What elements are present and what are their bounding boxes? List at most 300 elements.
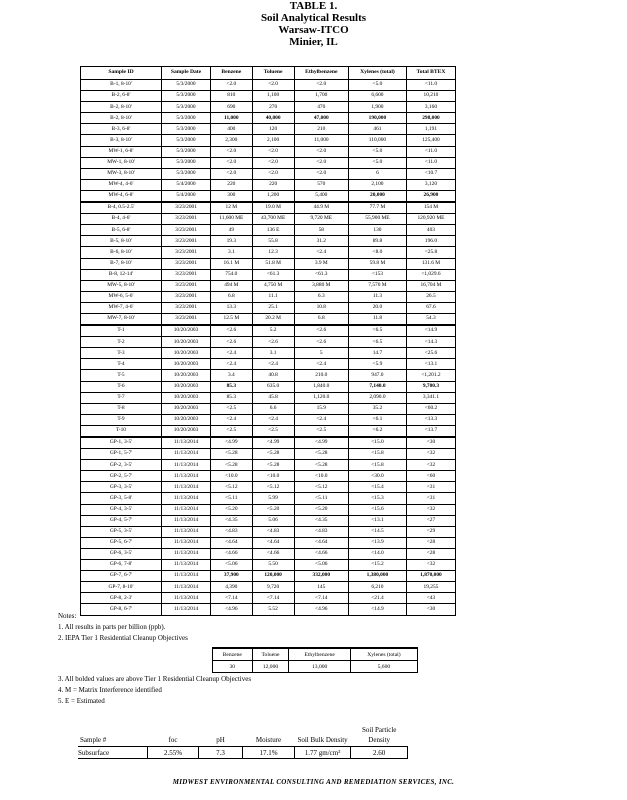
column-header: Benzene [211,67,253,80]
sample-date-cell: 10/20/2003 [162,403,211,414]
result-cell: 14.7 [348,348,406,359]
result-cell: <60.2 [406,403,455,414]
result-cell: 16.1 M [211,258,253,269]
result-cell: 947.0 [348,370,406,381]
table-row [81,247,456,258]
sample-id-cell: B-6, 8-10' [81,247,162,258]
result-cell: <21.4 [348,593,406,604]
table-row [81,403,456,414]
soil-value-row [78,747,408,759]
result-cell: <43 [406,593,455,604]
table-row [81,302,456,313]
table-row [81,280,456,291]
result-cell: 35.2 [348,403,406,414]
result-cell: 6,210 [348,582,406,593]
table-row [81,471,456,482]
result-cell: <2.0 [294,168,348,179]
sample-date-cell: 3/23/2001 [162,313,211,325]
result-cell: <5.0 [348,146,406,157]
result-cell: <25.8 [406,247,455,258]
result-cell: <13.9 [348,537,406,548]
result-cell: <4.83 [252,526,294,537]
result-cell: 49 [211,225,253,236]
result-cell: 220 [211,179,253,190]
sample-date-cell: 11/13/2014 [162,537,211,548]
result-cell: 145 [294,582,348,593]
result-cell: <5.12 [252,482,294,493]
table-row [81,449,456,460]
result-cell: 754.0 [211,269,253,280]
table-row [81,190,456,202]
tier1-header: Benzene [213,648,253,661]
result-cell: 298,000 [406,113,455,124]
result-cell: 20,000 [348,190,406,202]
result-cell: <11.0 [406,146,455,157]
result-cell: <5.28 [211,460,253,471]
sample-date-cell: 3/23/2001 [162,225,211,236]
sample-date-cell: 3/23/2001 [162,302,211,313]
sample-id-cell: T-1 [81,325,162,337]
table-row [81,80,456,91]
sample-date-cell: 11/13/2014 [162,482,211,493]
sample-date-cell: 10/20/2003 [162,381,211,392]
sample-date-cell: 11/13/2014 [162,548,211,559]
result-cell: 2,300 [211,135,253,146]
result-cell: 9,720 ME [294,214,348,225]
table-row [81,102,456,113]
soil-value: Subsurface [78,747,148,759]
sample-date-cell: 10/20/2003 [162,348,211,359]
table-row [81,124,456,135]
company-footer: MIDWEST ENVIRONMENTAL CONSULTING AND REMEDIATION SERVICES, INC. [172,778,455,786]
result-cell: 55.8 [252,236,294,247]
table-title-block [0,0,627,48]
result-cell: <15.8 [348,449,406,460]
result-cell: <4.99 [211,437,253,449]
table-header-row [81,67,456,80]
result-cell: 136 E [252,225,294,236]
note-4: 4. M = Matrix Interference identified [58,686,162,694]
result-cell: 1,900 [348,102,406,113]
result-cell: 40.8 [252,370,294,381]
result-cell: 40,000 [252,113,294,124]
sample-id-cell: T-7 [81,392,162,403]
result-cell: <60 [406,471,455,482]
sample-date-cell: 11/13/2014 [162,593,211,604]
result-cell: 7,140.0 [348,381,406,392]
sample-id-cell: B-2, 8-10' [81,102,162,113]
table-row [81,168,456,179]
result-cell: 6.8 [294,313,348,325]
sample-id-cell: GP-1, 5-7' [81,449,162,460]
table-row [81,571,456,582]
sample-id-cell: B-2, 6-8' [81,91,162,102]
result-cell: <2.4 [211,359,253,370]
table-label: TABLE 1. [289,0,338,12]
column-header: Sample Date [162,67,211,80]
result-cell: <4.99 [252,437,294,449]
table-row [81,337,456,348]
result-cell: 11,600 ME [211,214,253,225]
column-header: Sample ID [81,67,162,80]
result-cell: <2.0 [252,168,294,179]
column-header: Ethylbenzene [294,67,348,80]
result-cell: <15.3 [348,493,406,504]
result-cell: <5.20 [294,504,348,515]
result-cell: <14.5 [348,526,406,537]
result-cell: 635.0 [252,381,294,392]
sample-id-cell: GP-3, 3-5' [81,482,162,493]
result-cell: 59.8 M [348,258,406,269]
sample-id-cell: GP-6, 7-8' [81,560,162,571]
notes-block [58,611,188,644]
sample-id-cell: GP-6, 3-5' [81,548,162,559]
result-cell: 125,400 [406,135,455,146]
result-cell: 2,100 [252,135,294,146]
result-cell: <6.5 [348,325,406,337]
table-row [81,493,456,504]
soil-value: 1.77 gm/cm³ [294,747,351,759]
result-cell: <61.3 [294,269,348,280]
result-cell: 54.3 [406,313,455,325]
soil-header: Moisture [243,725,295,747]
result-cell: 12.5 M [211,313,253,325]
result-cell: <4.64 [211,537,253,548]
sample-date-cell: 10/20/2003 [162,414,211,425]
result-cell: <32 [406,460,455,471]
table-row [81,482,456,493]
result-cell: 3,880 M [294,280,348,291]
result-cell: <15.4 [348,482,406,493]
result-cell: 190,000 [348,113,406,124]
sample-id-cell: GP-7, 6-7' [81,571,162,582]
sample-date-cell: 5/3/2000 [162,91,211,102]
sample-id-cell: B-4, 4-6' [81,214,162,225]
sample-id-cell: T-5 [81,370,162,381]
result-cell: <30.0 [348,471,406,482]
table-row [81,526,456,537]
note-1: 1. All results in parts per billion (ppb). [58,623,166,631]
result-cell: <10.0 [294,471,348,482]
result-cell: 6.8 [211,291,253,302]
sample-id-cell: MW-1, 8-10' [81,157,162,168]
result-cell: 5 [294,348,348,359]
result-cell: <5.28 [211,449,253,460]
table-row [81,414,456,425]
result-cell: <28 [406,537,455,548]
sample-date-cell: 11/13/2014 [162,582,211,593]
result-cell: <2.4 [252,414,294,425]
result-cell: 332,000 [294,571,348,582]
tier1-value: 5,600 [350,661,417,673]
soil-properties-table [78,725,408,759]
soil-header-row [78,725,408,747]
table-row [81,113,456,124]
column-header: Toluene [252,67,294,80]
result-cell: 3,341.1 [406,392,455,403]
result-cell: 210.0 [294,370,348,381]
sample-date-cell: 10/20/2003 [162,359,211,370]
sample-date-cell: 11/13/2014 [162,515,211,526]
tier1-value-row [213,661,418,673]
notes-block-continued [58,674,251,707]
sample-id-cell: MW-5, 8-10' [81,280,162,291]
result-cell: <15.8 [348,460,406,471]
result-cell: 4,750 M [252,280,294,291]
site-name: Warsaw-ITCO [278,24,349,36]
result-cell: <2.0 [294,80,348,91]
tier1-header-row [213,648,418,661]
result-cell: 130 [348,225,406,236]
result-cell: <1,029.6 [406,269,455,280]
sample-date-cell: 11/13/2014 [162,449,211,460]
result-cell: 25.1 [252,302,294,313]
table-row [81,291,456,302]
table-row [81,359,456,370]
result-cell: 11.8 [348,313,406,325]
soil-value: 17.1% [243,747,295,759]
result-cell: 131.6 M [406,258,455,269]
sample-id-cell: MW-4, 6-8' [81,190,162,202]
sample-date-cell: 11/13/2014 [162,560,211,571]
table-row [81,437,456,449]
result-cell: <30 [406,437,455,449]
result-cell: <7.14 [294,593,348,604]
result-cell: <2.4 [211,348,253,359]
tier1-value: 13,000 [289,661,350,673]
soil-value: 2.60 [351,747,408,759]
result-cell: 1,380,000 [348,571,406,582]
sample-id-cell: T-8 [81,403,162,414]
result-cell: <8.0 [348,247,406,258]
result-cell: 85.3 [211,392,253,403]
tier1-value: 30 [213,661,253,673]
result-cell: <32 [406,560,455,571]
sample-date-cell: 3/23/2001 [162,291,211,302]
result-cell: <15.6 [348,504,406,515]
result-cell: <5.9 [348,359,406,370]
result-cell: <14.0 [348,548,406,559]
result-cell: <2.0 [252,80,294,91]
table-row [81,370,456,381]
sample-id-cell: B-1, 8-10' [81,80,162,91]
result-cell: 3,160 [406,102,455,113]
result-cell: 220 [252,179,294,190]
sample-id-cell: MW-7, 8-10' [81,313,162,325]
result-cell: <2.5 [211,403,253,414]
result-cell: <2.0 [211,168,253,179]
result-cell: <4.35 [211,515,253,526]
sample-id-cell: GP-5, 6-7' [81,537,162,548]
result-cell: 13.3 [211,302,253,313]
result-cell: <7.14 [252,593,294,604]
result-cell: <2.6 [294,337,348,348]
result-cell: 570 [294,179,348,190]
sample-date-cell: 3/23/2001 [162,214,211,225]
result-cell: <28 [406,548,455,559]
result-cell: 10,210 [406,91,455,102]
sample-id-cell: MW-7, 4-6' [81,302,162,313]
result-cell: 470 [294,102,348,113]
table-row [81,548,456,559]
result-cell: <10.0 [252,471,294,482]
result-cell: 16,704 M [406,280,455,291]
sample-date-cell: 5/3/2000 [162,146,211,157]
table-row [81,560,456,571]
result-cell: 4,390 [211,582,253,593]
sample-date-cell: 11/13/2014 [162,437,211,449]
result-cell: 3,120 [406,179,455,190]
result-cell: <31 [406,493,455,504]
result-cell: <14.3 [406,337,455,348]
result-cell: 1,191 [406,124,455,135]
sample-id-cell: GP-1, 3-5' [81,437,162,449]
result-cell: 37,900 [211,571,253,582]
table-row [81,582,456,593]
result-cell: 11,000 [211,113,253,124]
sample-id-cell: GP-5, 3-5' [81,526,162,537]
result-cell: 1,200 [252,190,294,202]
result-cell: <2.0 [294,157,348,168]
result-cell: <1,201.2 [406,370,455,381]
soil-header: pH [198,725,242,747]
result-cell: 19.0 M [252,202,294,214]
note-2: 2. IEPA Tier 1 Residential Cleanup Objectives [58,634,188,642]
result-cell: 9,700.3 [406,381,455,392]
sample-id-cell: GP-3, 5-8' [81,493,162,504]
sample-date-cell: 10/20/2003 [162,337,211,348]
result-cell: 19.3 [211,236,253,247]
sample-date-cell: 10/20/2003 [162,370,211,381]
result-cell: <27 [406,515,455,526]
result-cell: 11.3 [348,291,406,302]
result-cell: 400 [211,124,253,135]
result-cell: <5.06 [294,560,348,571]
soil-value: 7.3 [198,747,242,759]
result-cell: <14.9 [406,325,455,337]
sample-id-cell: T-3 [81,348,162,359]
result-cell: <4.66 [252,548,294,559]
result-cell: 196.0 [406,236,455,247]
tier1-objectives-table [212,647,418,673]
result-cell: 26,900 [406,190,455,202]
sample-id-cell: B-3, 6-8' [81,124,162,135]
result-cell: <6.5 [348,337,406,348]
result-cell: <4.83 [211,526,253,537]
result-cell: <13.1 [406,359,455,370]
result-cell: <13.1 [348,515,406,526]
table-row [81,214,456,225]
sample-id-cell: GP-8, 2-3' [81,593,162,604]
sample-id-cell: T-2 [81,337,162,348]
result-cell: <4.66 [294,548,348,559]
result-cell: 120,920 ME [406,214,455,225]
result-cell: 85.3 [211,381,253,392]
result-cell: 47,000 [294,113,348,124]
sample-date-cell: 10/20/2003 [162,325,211,337]
sample-id-cell: B-5, 8-10' [81,236,162,247]
result-cell: 51.8 M [252,258,294,269]
result-cell: <11.0 [406,80,455,91]
sample-id-cell: B-5, 6-8' [81,225,162,236]
sample-id-cell: B-7, 8-10' [81,258,162,269]
sample-id-cell: GP-2, 5-7' [81,471,162,482]
result-cell: 120,000 [252,571,294,582]
result-cell: <2.0 [294,146,348,157]
sample-date-cell: 5/3/2000 [162,168,211,179]
result-cell: 154 M [406,202,455,214]
result-cell: <4.64 [294,537,348,548]
sample-date-cell: 11/13/2014 [162,471,211,482]
result-cell: <29 [406,526,455,537]
sample-date-cell: 3/23/2001 [162,280,211,291]
result-cell: <2.4 [294,414,348,425]
result-cell: 120 [252,124,294,135]
table-row [81,236,456,247]
sample-id-cell: B-3, 8-10' [81,135,162,146]
sample-date-cell: 3/23/2001 [162,258,211,269]
notes-heading: Notes: [58,612,77,620]
result-cell: <5.11 [294,493,348,504]
soil-analytical-results-table [80,66,456,616]
result-cell: 6,600 [348,91,406,102]
result-cell: 210 [294,124,348,135]
result-cell: 12 M [211,202,253,214]
result-cell: 810 [211,91,253,102]
result-cell: <31 [406,482,455,493]
result-cell: 89.8 [348,236,406,247]
result-cell: 10.8 [294,302,348,313]
result-cell: <2.5 [211,425,253,437]
result-cell: 461 [348,124,406,135]
soil-header: Soil Bulk Density [294,725,351,747]
site-location: Minier, IL [289,36,338,48]
table-row [81,392,456,403]
result-cell: 6 [348,168,406,179]
sample-date-cell: 5/3/2000 [162,80,211,91]
result-cell: <7.14 [211,593,253,604]
result-cell: <5.12 [211,482,253,493]
sample-id-cell: B-8, 12-14' [81,269,162,280]
result-cell: <5.28 [252,460,294,471]
result-cell: <4.96 [211,604,253,615]
table-row [81,91,456,102]
result-cell: 2,090.0 [348,392,406,403]
sample-id-cell: GP-4, 3-5' [81,504,162,515]
result-cell: <10.0 [211,471,253,482]
tier1-header: Ethylbenzene [289,648,350,661]
sample-date-cell: 5/3/2000 [162,135,211,146]
table-row [81,381,456,392]
result-cell: <61.3 [252,269,294,280]
table-row [81,425,456,437]
result-cell: <2.4 [294,359,348,370]
table-row [81,313,456,325]
result-cell: <15.0 [348,437,406,449]
table-row [81,460,456,471]
result-cell: 5.2 [252,325,294,337]
result-cell: 1,870,000 [406,571,455,582]
table-row [81,537,456,548]
result-cell: 3.9 M [294,258,348,269]
sample-date-cell: 11/13/2014 [162,493,211,504]
result-cell: 77.7 M [348,202,406,214]
result-cell: <32 [406,449,455,460]
table-body [81,80,456,616]
result-cell: 6.3 [294,291,348,302]
result-cell: <14.9 [348,604,406,615]
result-cell: <4.96 [294,604,348,615]
